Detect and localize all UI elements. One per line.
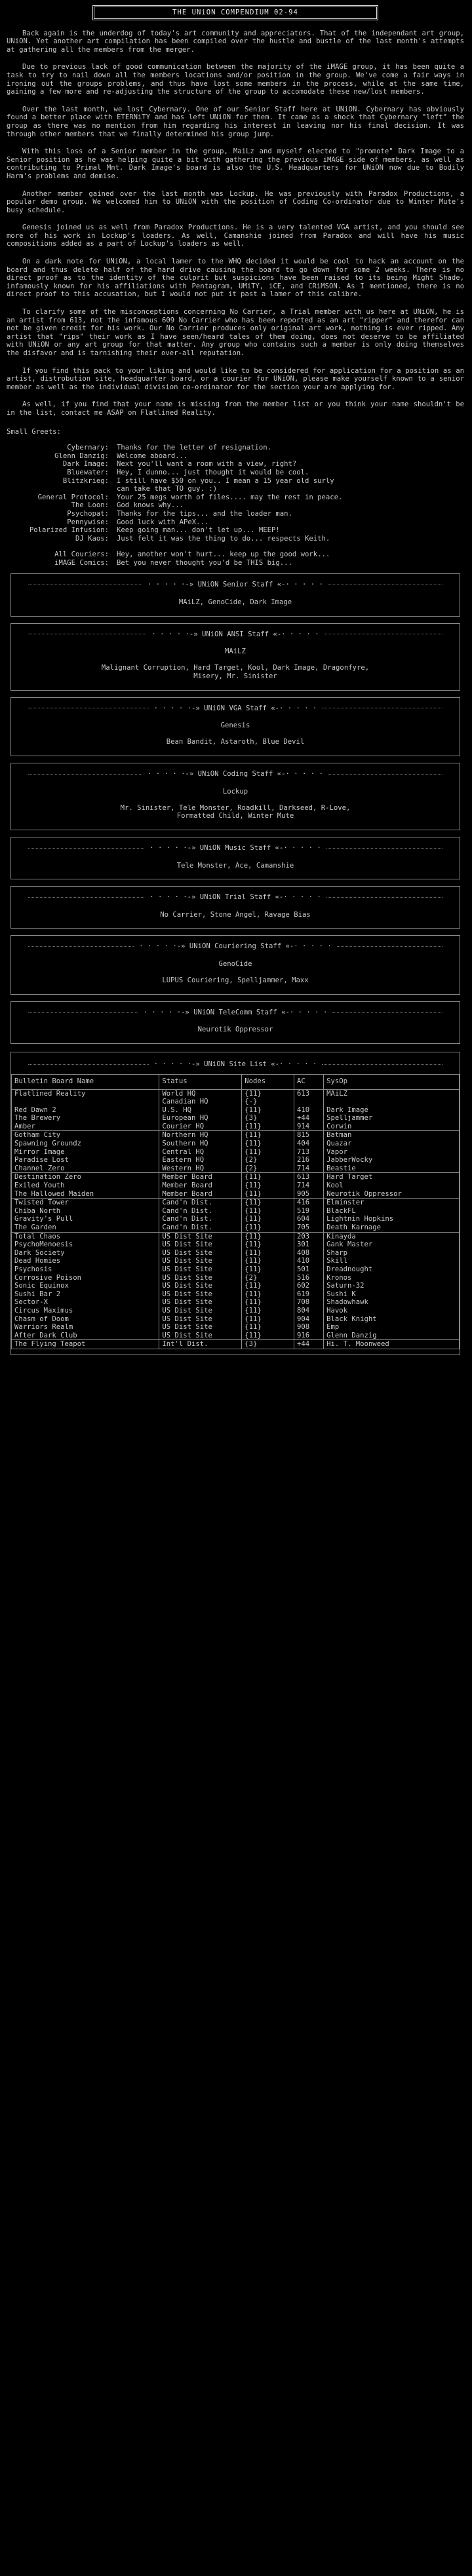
site-area-code: 714: [297, 1182, 310, 1190]
staff-section-label: · · · · ·-» UNiON Trial Staff «-· · · · ·: [149, 893, 321, 902]
site-bbs-name: Warriors Realm: [14, 1323, 73, 1332]
staff-section: [10, 837, 460, 879]
staff-section-label: · · · · ·-» UNiON VGA Staff «-· · · · ·: [153, 704, 317, 712]
staff-section-title: UNiON Trial Staff: [199, 893, 271, 902]
site-bbs-name-column: [12, 1089, 159, 1131]
site-sysop: Kinayda: [326, 1232, 356, 1240]
site-group: [12, 1232, 460, 1340]
site-group: [12, 1340, 460, 1349]
site-nodes: {11}: [245, 1315, 262, 1323]
site-area-code-column: [294, 1131, 324, 1173]
site-nodes: {2}: [245, 1273, 258, 1282]
site-sysop: Shadowhawk: [326, 1298, 368, 1307]
site-nodes: {11}: [245, 1147, 262, 1156]
staff-section-members: MAiLZ, GenoCide, Dark Image: [178, 598, 292, 607]
intro-paragraph: With this loss of a Senior member in the group, MaiLz and myself elected to "promote" Dark Image to a Senior position as he was helping quite a bit with gathering the previous iMAGE side of members, as well as contributing to Primal Mnt. Dark Image's board is also the U.S. Headquarters for UNiON now due to Bodily Harm's problems and demise.: [7, 147, 469, 180]
site-bbs-name: The Hallowed Maiden: [14, 1189, 94, 1198]
site-nodes: {11}: [245, 1122, 262, 1130]
site-nodes: {-}: [245, 1098, 258, 1106]
site-bbs-name: Sector-X: [14, 1298, 49, 1307]
site-status: US Dist Site: [162, 1282, 212, 1290]
staff-section: [10, 1001, 460, 1044]
site-nodes: {11}: [245, 1140, 262, 1148]
greet-row: [7, 477, 464, 493]
header-status: Status: [159, 1074, 242, 1089]
intro-paragraph: Another member gained over the last month was Lockup. He was previously with Paradox Productions, a popular demo group. We welcomed him to UNiON with the position of Coding Co-ordinator due to Winter Mute's busy schedule.: [7, 189, 469, 214]
site-area-code: 904: [297, 1315, 310, 1323]
site-status: US Dist Site: [162, 1240, 212, 1249]
site-nodes: {11}: [245, 1331, 262, 1339]
intro-paragraph: Over the last month, we lost Cybernary. One of our Senior Staff here at UNiON. Cybernary has obviously found a better place with ETERNiTY and has left UNiON for them. It came as a shock that Cybernary "left" the group as there was no mention from him regarding his interest in leaving nor his final decision. It was through other members that we finally determined his group jump.: [7, 105, 469, 138]
site-bbs-name: Gravity's Pull: [14, 1215, 73, 1223]
site-area-code-column: [294, 1089, 324, 1131]
site-nodes: {11}: [245, 1306, 262, 1315]
site-status: US Dist Site: [162, 1298, 212, 1307]
site-sysop-column: [324, 1173, 460, 1199]
site-sysop: Dark Image: [326, 1105, 368, 1114]
site-status: Int'l Dist.: [162, 1340, 208, 1349]
site-group: [12, 1173, 460, 1199]
greet-message: Next you'll want a room with a view, right?: [117, 460, 297, 469]
staff-section-label: · · · · ·-» UNiON Music Staff «-· · · · ·: [149, 843, 321, 852]
site-area-code: +44: [297, 1114, 310, 1123]
site-bbs-name: Dead Homies: [14, 1257, 61, 1265]
site-bbs-name-column: [12, 1199, 159, 1232]
greet-message: Bet you never thought you'd be THIS big...: [117, 558, 292, 567]
site-status: Canadian HQ: [162, 1098, 208, 1106]
greet-row: [7, 444, 464, 452]
site-status: Southern HQ: [162, 1140, 208, 1148]
site-status: Courier HQ: [162, 1122, 205, 1130]
staff-section-members: MAiLZ Malignant Corruption, Hard Target, Kool, Dark Image, Dragonfyre, Misery, Mr. Sinister: [101, 647, 370, 681]
site-nodes-column: [242, 1232, 294, 1340]
site-bbs-name: Red Dawn 2: [14, 1105, 56, 1114]
greet-row: [7, 559, 464, 567]
site-nodes: {11}: [245, 1240, 262, 1249]
site-area-code: 708: [297, 1298, 310, 1307]
site-nodes: {11}: [245, 1173, 262, 1182]
site-area-code: 613: [297, 1089, 310, 1098]
site-area-code: 203: [297, 1232, 310, 1240]
staff-section-title: UNiON Couriering Staff: [189, 942, 282, 951]
site-bbs-name: Sonic Equinox: [14, 1282, 69, 1290]
greet-name: Cybernary:: [67, 444, 109, 452]
site-sysop: Sharp: [326, 1248, 347, 1257]
greet-name: Dark Image:: [62, 460, 109, 469]
site-bbs-name: Spawning Groundz: [14, 1140, 82, 1148]
intro-paragraph: If you find this pack to your liking and would like to be considered for application for a position as an artist, distrobution site, headquarter board, or a courier for UNiON, please make yourself known to a senior member as well as the individual division co-ordinator for the section your are applying for.: [7, 366, 469, 391]
staff-section: [10, 697, 460, 756]
staff-section-title: UNiON ANSI Staff: [201, 630, 269, 638]
site-area-code: 516: [297, 1273, 310, 1282]
site-nodes: {11}: [245, 1131, 262, 1140]
staff-section-members: Genesis Bean Bandit, Astaroth, Blue Devil: [166, 721, 305, 746]
site-group: [12, 1199, 460, 1232]
site-status-column: [159, 1232, 242, 1340]
staff-section-title: UNiON TeleComm Staff: [193, 1008, 277, 1016]
greet-row: [7, 518, 464, 527]
site-sysop: Emp: [326, 1323, 340, 1332]
site-sysop: Dreadnought: [326, 1265, 373, 1273]
greet-row: [7, 550, 464, 559]
staff-section-label: · · · · ·-» UNiON ANSI Staff «-· · · · ·: [151, 630, 319, 638]
site-area-code: [297, 1098, 321, 1106]
staff-section: [10, 763, 460, 830]
intro-paragraph: Genesis joined us as well from Paradox Productions. He is a very talented VGA artist, and you should see more of his work in Lockup's loaders. As well, Camanshie joined from Paradox and will have his music compositions added as a part of Lockup's loaders as well.: [7, 223, 469, 248]
site-list-section: · · · · ·-» UNiON Site List «-· · · · · Bulletin Board Name Status Nodes AC SysOp Flatlined Reality Red Dawn 2 The Brewery Amber World HQ Canadian HQ U.S. HQ European HQ Courier HQ {11} {-} {11} {3} {11} 613 410 +44 914 MAiLZ Dark Image Spelljammer Corwin Gotham City Spawning Groundz Mirror Image Paradise Lost Channel Zero Northern HQ Southern HQ Central HQ Eastern HQ Western HQ {11} {11} {11} {2} {2} 815 404 713 216 714 Batman Quazar Vapor JabberWocky Beastie Destination Zero Exiled Youth The Hallowed Maiden Member Board Member Board Member Board {11} {11} {11} 613 714 905 Hard Target Kool Neurotik Oppressor Twisted Tower Chiba North Gravity's Pull The Garden Cand'n Dist. Cand'n Dist. Cand'n Dist. Cand'n Dist. {11} {11} {11} {11} 416 519 604 705 Elminster BlackFL Lightnin Hopkins Death Karnage Total Chaos PsychoMenoesis Dark Society Dead Homies Psychosis Corrosive Poison Sonic Equinox Sushi Bar 2 Sector-X Circus Maximus Chasm of Doom Warriors Realm After Dark Club US Dist Site US Dist Site US Dist Site US Dist Site US Dist Site US Dist Site US Dist Site US Dist Site US Dist Site US Dist Site US Dist Site US Dist Site US Dist Site {11} {11} {11} {11} {11} {2} {11} {11} {11} {11} {11} {11} {11} 203 301 408 410 501 516 602 619 708 804 904 908 916 Kinayda Gank Master Sharp Skill Dreadnought Kronos Saturn-32 Sushi K Shadowhawk Havok Black Knight Emp Glenn Danzig The Flying Teapot Int'l Dist. {3} +44 Hi. T. Moonweed: [10, 1052, 460, 1355]
header-ac: AC: [294, 1074, 324, 1089]
greet-name: Glenn Danzig:: [54, 452, 109, 460]
site-bbs-name: Dark Society: [14, 1248, 65, 1257]
header-sysop: SysOp: [324, 1074, 460, 1089]
greet-name: Polarized Infusion:: [29, 526, 109, 535]
site-nodes: {2}: [245, 1156, 258, 1164]
greet-name: Pennywise:: [67, 518, 109, 526]
site-area-code: 613: [297, 1173, 310, 1182]
site-status: US Dist Site: [162, 1315, 212, 1323]
site-sysop: Hard Target: [326, 1173, 373, 1182]
greets-list: [7, 444, 464, 567]
site-nodes: {11}: [245, 1223, 262, 1231]
site-status: US Dist Site: [162, 1232, 212, 1240]
staff-section-members: No Carrier, Stone Angel, Ravage Bias: [160, 910, 311, 919]
site-nodes: {11}: [245, 1199, 262, 1207]
greet-message: Hey, I dunno... just thought it would be cool.: [117, 468, 309, 476]
site-list-table: [11, 1074, 460, 1349]
staff-section-rule: [28, 704, 442, 713]
site-sysop-column: [324, 1131, 460, 1173]
site-sysop: Kronos: [326, 1273, 352, 1282]
site-sysop: Skill: [326, 1257, 347, 1265]
site-status: Northern HQ: [162, 1131, 208, 1140]
site-list-label: UNiON Site List: [204, 1060, 267, 1068]
site-bbs-name: Exiled Youth: [14, 1182, 65, 1190]
site-status: U.S. HQ: [162, 1105, 191, 1114]
site-sysop: Hi. T. Moonweed: [326, 1340, 389, 1349]
site-bbs-name: Gotham City: [14, 1131, 61, 1140]
site-bbs-name-column: [12, 1340, 159, 1349]
site-area-code: 604: [297, 1215, 310, 1223]
greet-name: [7, 543, 109, 550]
site-area-code: 501: [297, 1265, 310, 1273]
site-sysop: Vapor: [326, 1147, 347, 1156]
intro-text: [7, 29, 469, 417]
site-sysop: Elminster: [326, 1199, 364, 1207]
site-sysop: JabberWocky: [326, 1156, 373, 1164]
site-status: US Dist Site: [162, 1248, 212, 1257]
site-nodes: {11}: [245, 1323, 262, 1332]
site-area-code: 410: [297, 1257, 310, 1265]
site-status: Member Board: [162, 1173, 212, 1182]
site-nodes-column: [242, 1089, 294, 1131]
site-bbs-name: Twisted Tower: [14, 1199, 69, 1207]
site-area-code: 705: [297, 1223, 310, 1231]
greet-message: Welcome aboard...: [117, 452, 188, 460]
staff-sections: [7, 573, 464, 1043]
site-bbs-name: Chiba North: [14, 1206, 61, 1215]
greet-message: Good luck with APeX...: [117, 518, 209, 526]
greet-name: Bluewater:: [67, 468, 109, 476]
site-area-code: 815: [297, 1131, 310, 1140]
greet-name: The Loon:: [71, 501, 109, 510]
greet-row: [7, 526, 464, 535]
site-nodes-column: [242, 1340, 294, 1349]
site-sysop: Batman: [326, 1131, 352, 1140]
site-nodes: {11}: [245, 1265, 262, 1273]
site-status: World HQ: [162, 1089, 196, 1098]
site-bbs-name: Chasm of Doom: [14, 1315, 69, 1323]
site-sysop: Quazar: [326, 1140, 352, 1148]
site-sysop: Gank Master: [326, 1240, 373, 1249]
site-bbs-name: Mirror Image: [14, 1147, 65, 1156]
site-bbs-name: Paradise Lost: [14, 1156, 69, 1164]
site-status: Member Board: [162, 1182, 212, 1190]
site-area-code: +44: [297, 1340, 310, 1349]
greet-message: [109, 543, 464, 550]
site-status: US Dist Site: [162, 1257, 212, 1265]
intro-paragraph: To clarify some of the misconceptions concerning No Carrier, a Trial member with us here at UNiON, he is an artist from 613, not the infamous 609 No Carrier who has been reported as an art "ripper" and therefor can not be given credit for his work. Our No Carrier produces only original art work, nothing is ever ripped. Any artist that "rips" their work as I have seen/heard tales of them doing, does not deserve to be affiliated with UNiON or any art group for that matter. Any group who contains such a member is only doing themselves the disfavor and is tarnishing their over-all reputation.: [7, 308, 469, 357]
site-bbs-name: [14, 1098, 156, 1106]
greet-name: General Protocol:: [37, 493, 109, 501]
greet-message: Your 25 megs worth of files.... may the rest in peace.: [117, 493, 343, 501]
greet-name: Blitzkrieg:: [62, 476, 109, 485]
site-area-code: 905: [297, 1189, 310, 1198]
compendium-title: THE UNiON COMPENDIUM 02-94: [92, 5, 378, 20]
intro-paragraph: On a dark note for UNiON, a local lamer to the WHQ decided it would be cool to hack an account on the board and thus delete half of the hard drive causing the board to go down for some 2 weeks. There is no direct proof as to the identity of the culprit but suspicions have been raised to its being Might Shade, infamously known for his affiliations with Pentagram, UMiTY, iCE, and CRiMSON. As I mentioned, there is no direct proof to this accusation, but I would not put it past a lamer of this calibre.: [7, 258, 469, 299]
site-nodes: {3}: [245, 1114, 258, 1123]
greet-message: Keep going man... don't let up... MEEP!: [117, 526, 280, 535]
site-sysop: Glenn Danzig: [326, 1331, 377, 1339]
staff-section-rule: [28, 844, 442, 853]
intro-paragraph: Back again is the underdog of today's art community and appreciators. That of the independant art group, UNiON. Yet another art compilation has been compiled over the hustle and bustle of the last month's attempts at gathering all the members from the merger.: [7, 29, 469, 54]
site-bbs-name: Total Chaos: [14, 1232, 61, 1240]
site-group: [12, 1131, 460, 1173]
site-group: [12, 1089, 460, 1131]
intro-paragraph: As well, if you find that your name is missing from the member list or you think your name shouldn't be in the list, contact me ASAP on Flatlined Reality.: [7, 400, 469, 417]
greet-name: All Couriers:: [54, 550, 109, 559]
site-sysop: MAiLZ: [326, 1089, 347, 1098]
site-area-code-column: [294, 1173, 324, 1199]
site-sysop: Spelljammer: [326, 1114, 373, 1123]
site-status: US Dist Site: [162, 1265, 212, 1273]
site-status: US Dist Site: [162, 1323, 212, 1332]
site-nodes-column: [242, 1131, 294, 1173]
site-bbs-name: Destination Zero: [14, 1173, 82, 1182]
site-area-code: 216: [297, 1156, 310, 1164]
site-sysop: BlackFL: [326, 1206, 356, 1215]
greet-row: [7, 460, 464, 469]
site-bbs-name-column: [12, 1173, 159, 1199]
greet-name: iMAGE Comics:: [54, 558, 109, 567]
staff-section: [10, 623, 460, 691]
site-bbs-name: Channel Zero: [14, 1164, 65, 1172]
staff-section-label: · · · · ·-» UNiON Senior Staff «-· · · · ·: [148, 581, 323, 589]
site-nodes: {11}: [245, 1298, 262, 1307]
site-status-column: [159, 1173, 242, 1199]
greet-message: Thanks for the letter of resignation.: [117, 444, 271, 452]
site-bbs-name: Psychosis: [14, 1265, 52, 1273]
site-status: Eastern HQ: [162, 1156, 205, 1164]
site-area-code: 410: [297, 1105, 310, 1114]
greet-row: [7, 510, 464, 518]
staff-section: [10, 935, 460, 994]
site-area-code: 714: [297, 1164, 310, 1172]
site-sysop: Black Knight: [326, 1315, 377, 1323]
site-list-header: [12, 1074, 460, 1089]
greet-row: [7, 452, 464, 461]
header-nodes: Nodes: [242, 1074, 294, 1089]
site-nodes: {11}: [245, 1248, 262, 1257]
greet-message: Thanks for the tips... and the loader man.: [117, 509, 292, 518]
site-nodes: {11}: [245, 1282, 262, 1290]
site-area-code: 908: [297, 1323, 310, 1332]
site-status: US Dist Site: [162, 1306, 212, 1315]
site-status-column: [159, 1131, 242, 1173]
greet-row: [7, 469, 464, 477]
staff-section-members: Tele Monster, Ace, Camanshie: [176, 861, 294, 870]
staff-section-rule: [28, 942, 442, 951]
header-bbs: Bulletin Board Name: [12, 1074, 159, 1089]
staff-section-members: Neurotik Oppressor: [197, 1026, 273, 1034]
site-status: Cand'n Dist.: [162, 1223, 212, 1231]
site-bbs-name: Flatlined Reality: [14, 1089, 86, 1098]
site-sysop-column: [324, 1232, 460, 1340]
site-nodes: {11}: [245, 1290, 262, 1298]
staff-section-rule: [28, 893, 442, 902]
site-sysop: Neurotik Oppressor: [326, 1189, 402, 1198]
site-status: US Dist Site: [162, 1273, 212, 1282]
site-bbs-name: The Garden: [14, 1223, 56, 1231]
site-status: Cand'n Dist.: [162, 1199, 212, 1207]
site-sysop-column: [324, 1199, 460, 1232]
staff-section-rule: [28, 1009, 442, 1017]
site-sysop-column: [324, 1340, 460, 1349]
staff-section-label: · · · · ·-» UNiON Coding Staff «-· · · · ·: [148, 770, 323, 778]
staff-section-title: UNiON Music Staff: [199, 843, 271, 852]
site-area-code: 602: [297, 1282, 310, 1290]
staff-section-title: UNiON Coding Staff: [197, 770, 273, 778]
site-nodes: {11}: [245, 1206, 262, 1215]
staff-section-rule: [28, 770, 442, 779]
staff-section-title: UNiON VGA Staff: [204, 704, 267, 712]
greet-row: [7, 501, 464, 510]
site-nodes: {3}: [245, 1340, 258, 1349]
site-area-code: 916: [297, 1331, 310, 1339]
site-status: European HQ: [162, 1114, 208, 1123]
site-status-column: [159, 1199, 242, 1232]
staff-section-members: Lockup Mr. Sinister, Tele Monster, Roadkill, Darkseed, R-Love, Formatted Child, Winter Mute: [120, 787, 351, 820]
staff-section-title: UNiON Senior Staff: [197, 581, 273, 589]
greet-name: DJ Kaos:: [75, 534, 109, 543]
site-bbs-name: After Dark Club: [14, 1331, 77, 1339]
site-area-code-column: [294, 1199, 324, 1232]
greet-row: [7, 535, 464, 543]
site-status: Western HQ: [162, 1164, 205, 1172]
site-area-code: 408: [297, 1248, 310, 1257]
site-bbs-name-column: [12, 1232, 159, 1340]
site-status: US Dist Site: [162, 1290, 212, 1298]
staff-section-label: · · · · ·-» UNiON Couriering Staff «-· · · · ·: [139, 942, 332, 951]
site-sysop: Beastie: [326, 1164, 356, 1172]
staff-section-members: GenoCide LUPUS Couriering, Spelljammer, Maxx: [162, 959, 309, 985]
greet-name: Psychopat:: [67, 509, 109, 518]
site-area-code: 713: [297, 1147, 310, 1156]
site-nodes-column: [242, 1199, 294, 1232]
site-sysop: Havok: [326, 1306, 347, 1315]
site-bbs-name: PsychoMenoesis: [14, 1240, 73, 1249]
greet-row: [7, 543, 464, 550]
site-status-column: [159, 1340, 242, 1349]
site-area-code: 416: [297, 1199, 310, 1207]
site-area-code: 301: [297, 1240, 310, 1249]
site-area-code-column: [294, 1340, 324, 1349]
site-nodes: {11}: [245, 1189, 262, 1198]
site-bbs-name: Circus Maximus: [14, 1306, 73, 1315]
site-area-code-column: [294, 1232, 324, 1340]
site-bbs-name: Amber: [14, 1122, 35, 1130]
site-bbs-name: Sushi Bar 2: [14, 1290, 61, 1298]
site-area-code: 914: [297, 1122, 310, 1130]
site-sysop: Lightnin Hopkins: [326, 1215, 394, 1223]
site-status: Central HQ: [162, 1147, 205, 1156]
site-nodes: {11}: [245, 1257, 262, 1265]
site-sysop: Saturn-32: [326, 1282, 364, 1290]
staff-section: [10, 886, 460, 929]
site-status: US Dist Site: [162, 1331, 212, 1339]
site-nodes: {11}: [245, 1105, 262, 1114]
greet-row: [7, 493, 464, 502]
site-area-code: 804: [297, 1306, 310, 1315]
site-status: Member Board: [162, 1189, 212, 1198]
site-status-column: [159, 1089, 242, 1131]
site-sysop: Death Karnage: [326, 1223, 382, 1231]
site-bbs-name: Corrosive Poison: [14, 1273, 82, 1282]
site-sysop-column: [324, 1089, 460, 1131]
site-nodes: {11}: [245, 1232, 262, 1240]
site-sysop: Sushi K: [326, 1290, 356, 1298]
site-sysop: [326, 1098, 456, 1106]
greet-message: God knows why...: [117, 501, 184, 510]
site-area-code: 519: [297, 1206, 310, 1215]
site-bbs-name-column: [12, 1131, 159, 1173]
greet-message: Just felt it was the thing to do... respects Keith.: [117, 534, 330, 543]
site-sysop: Kool: [326, 1182, 344, 1190]
intro-paragraph: Due to previous lack of good communication between the majority of the iMAGE group, it has been quite a task to try to nail down all the members locations and/or position in the group. We've come a fair ways in ironing out the groups problems, and thus have lost some members in the process, while at the same time, gaining a few more and re-adjusting the structure of the group to accomodate these new/lost members.: [7, 63, 469, 96]
site-bbs-name: The Flying Teapot: [14, 1340, 86, 1349]
site-status: Cand'n Dist.: [162, 1206, 212, 1215]
site-sysop: Corwin: [326, 1122, 352, 1130]
site-area-code: 619: [297, 1290, 310, 1298]
greet-message: Hey, another won't hurt... keep up the good work...: [117, 550, 330, 559]
greets-heading: Small Greets:: [7, 427, 61, 436]
site-nodes: {2}: [245, 1164, 258, 1172]
greet-message: I still have $50 on you.. I mean a 15 year old surly can take that TO guy. :): [117, 476, 334, 493]
site-nodes: {11}: [245, 1215, 262, 1223]
site-status: Cand'n Dist.: [162, 1215, 212, 1223]
site-bbs-name: The Brewery: [14, 1114, 61, 1123]
site-area-code: 404: [297, 1140, 310, 1148]
site-nodes: {11}: [245, 1182, 262, 1190]
staff-section: [10, 573, 460, 616]
staff-section-rule: [28, 630, 442, 639]
staff-section-rule: [28, 581, 442, 589]
staff-section-label: · · · · ·-» UNiON TeleComm Staff «-· · · · ·: [143, 1008, 328, 1016]
site-nodes-column: [242, 1173, 294, 1199]
site-nodes: {11}: [245, 1089, 262, 1098]
